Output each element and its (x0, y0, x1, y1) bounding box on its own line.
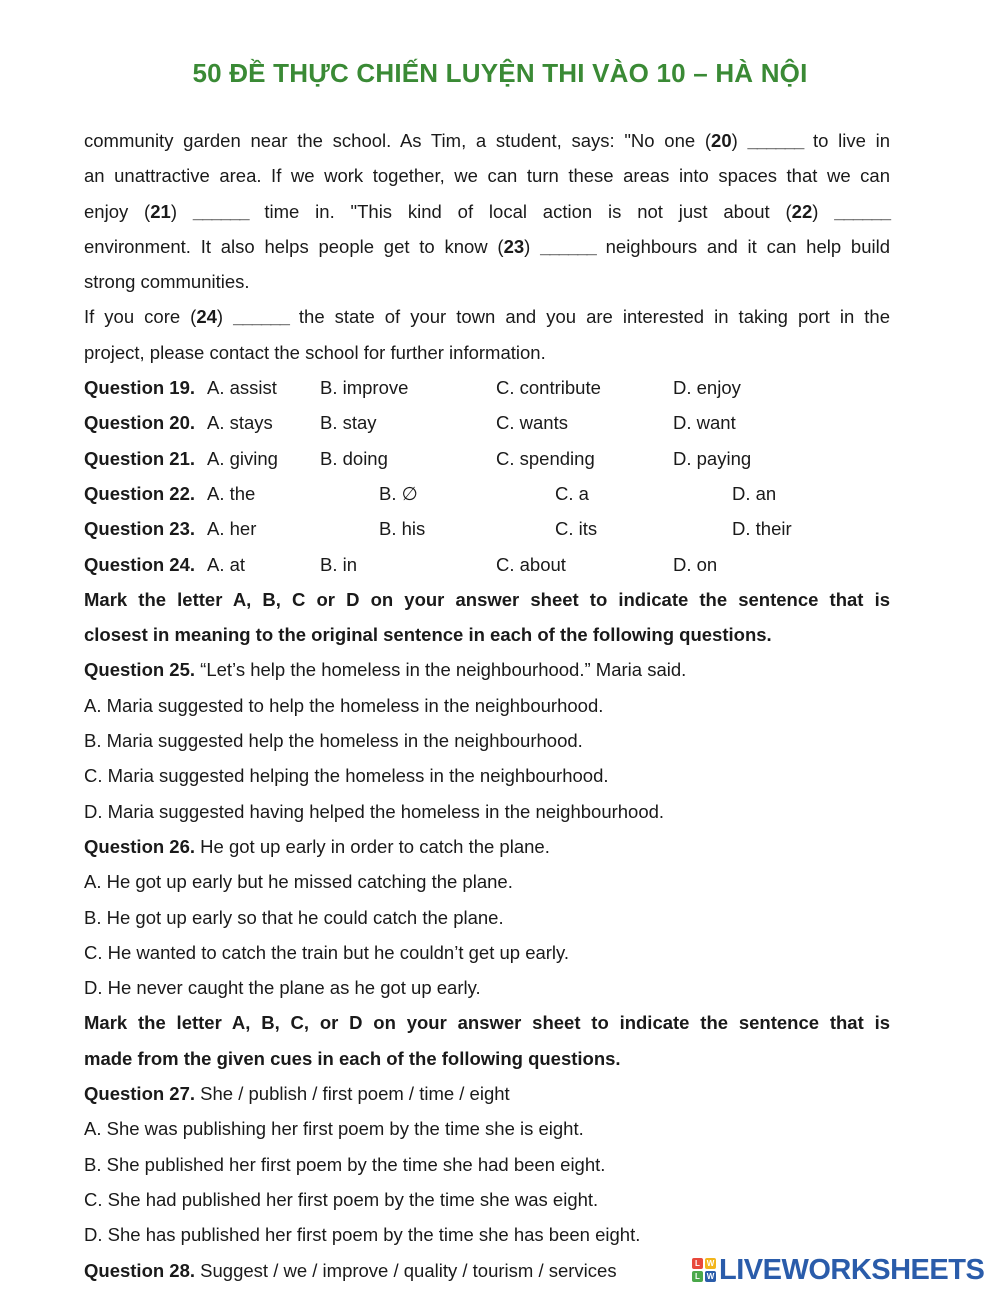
option-b[interactable]: B. He got up early so that he could catch the plane. (84, 906, 504, 928)
instruction-line: closest in meaning to the original sentence in each of the following questions. (84, 624, 772, 646)
option-d[interactable]: D. paying (673, 447, 752, 469)
logo-mark-icon (692, 1258, 716, 1282)
instruction-line: made from the given cues in each of the following questions. (84, 1047, 621, 1069)
option-d[interactable]: D. enjoy (673, 377, 741, 399)
blank-number: 20 (711, 130, 732, 151)
question-label: Question 26. (84, 835, 196, 857)
question-25 (84, 652, 890, 687)
question-19 (84, 370, 890, 405)
worksheet-content (84, 123, 890, 1288)
passage-line: If you core (24) ______ the state of your town and you are interested in taking port in the (84, 306, 890, 328)
question-label: Question 23. (84, 518, 196, 540)
question-label: Question 24. (84, 553, 196, 575)
logo-cell: W (706, 1259, 715, 1268)
logo-cell: L (692, 1271, 703, 1282)
option-c[interactable]: C. spending (496, 447, 595, 469)
option-a[interactable]: A. stays (207, 412, 273, 434)
option-d[interactable]: D. an (732, 482, 777, 504)
option-c[interactable]: C. about (496, 553, 566, 575)
logo-text: LIVEWORKSHEETS (719, 1253, 985, 1286)
passage-line: project, please contact the school for further information. (84, 341, 546, 363)
option-a[interactable]: A. assist (207, 377, 277, 399)
question-text: She / publish / first poem / time / eight (195, 1083, 510, 1105)
passage-line: enjoy (21) ______ time in. "This kind of local action is not just about (22) ______ (84, 200, 890, 222)
option-d[interactable]: D. on (673, 553, 718, 575)
question-label: Question 22. (84, 482, 196, 504)
option-d[interactable]: D. She has published her first poem by the time she has been eight. (84, 1224, 641, 1246)
blank-number: 24 (196, 306, 217, 328)
question-text: He got up early in order to catch the plane. (195, 835, 550, 857)
question-text: Suggest / we / improve / quality / tourism / services (195, 1259, 617, 1281)
blank-22[interactable]: ______ (834, 200, 890, 222)
question-21 (84, 441, 890, 476)
option-a[interactable]: A. She was publishing her first poem by the time she is eight. (84, 1118, 584, 1140)
question-20 (84, 405, 890, 440)
instruction-line: Mark the letter A, B, C, or D on your answer sheet to indicate the sentence that is (84, 1012, 890, 1034)
question-23 (84, 511, 890, 546)
page-title: 50 ĐỀ THỰC CHIẾN LUYỆN THI VÀO 10 – HÀ NỘI (192, 58, 808, 88)
question-24 (84, 547, 890, 582)
question-label: Question 19. (84, 377, 196, 399)
question-27 (84, 1076, 890, 1111)
question-label: Question 20. (84, 412, 196, 434)
option-b[interactable]: B. Maria suggested help the homeless in the neighbourhood. (84, 730, 583, 752)
question-label: Question 21. (84, 447, 196, 469)
logo-cell: W (706, 1272, 715, 1281)
logo-cell: L (692, 1258, 703, 1269)
option-c[interactable]: C. He wanted to catch the train but he couldn’t get up early. (84, 941, 570, 963)
option-d[interactable]: D. He never caught the plane as he got up early. (84, 977, 481, 999)
option-c[interactable]: C. Maria suggested helping the homeless in the neighbourhood. (84, 765, 609, 787)
option-b[interactable]: B. stay (320, 412, 377, 434)
option-b[interactable]: B. improve (320, 377, 409, 399)
option-a[interactable]: A. her (207, 518, 257, 540)
liveworksheets-logo[interactable] (692, 1252, 984, 1288)
option-b[interactable]: B. his (379, 518, 426, 540)
question-label: Question 27. (84, 1083, 196, 1105)
blank-number: 22 (791, 200, 813, 222)
question-22 (84, 476, 890, 511)
blank-23[interactable]: ______ (540, 235, 596, 257)
blank-20[interactable]: ______ (747, 130, 804, 151)
option-a[interactable]: A. giving (207, 447, 278, 469)
blank-24[interactable]: ______ (233, 306, 289, 328)
option-d[interactable]: D. their (732, 518, 792, 540)
option-b[interactable]: B. in (320, 553, 358, 575)
option-a[interactable]: A. He got up early but he missed catching the plane. (84, 871, 513, 893)
option-c[interactable]: C. She had published her first poem by the time she was eight. (84, 1188, 599, 1210)
blank-number: 21 (150, 200, 171, 222)
question-label: Question 28. (84, 1259, 196, 1281)
option-b[interactable]: B. ∅ (379, 482, 418, 504)
passage-line: an unattractive area. If we work together, we can turn these areas into spaces that we can (84, 165, 890, 187)
passage-line: environment. It also helps people get to know (23) ______ neighbours and it can help build (84, 235, 891, 257)
passage-line: community garden near the school. As Tim, a student, says: "No one (20) ______ to live in (84, 130, 890, 151)
question-label: Question 25. (84, 659, 196, 681)
option-d[interactable]: D. Maria suggested having helped the homeless in the neighbourhood. (84, 800, 665, 822)
option-c[interactable]: C. wants (496, 412, 568, 434)
question-26 (84, 829, 890, 864)
option-a[interactable]: A. Maria suggested to help the homeless in the neighbourhood. (84, 694, 604, 716)
question-text: “Let’s help the homeless in the neighbourhood.” Maria said. (195, 659, 687, 681)
option-a[interactable]: A. the (207, 482, 256, 504)
blank-number: 23 (503, 235, 525, 257)
option-d[interactable]: D. want (673, 412, 736, 434)
option-a[interactable]: A. at (207, 553, 246, 575)
option-c[interactable]: C. a (555, 482, 589, 504)
option-c[interactable]: C. its (555, 518, 598, 540)
option-b[interactable]: B. doing (320, 447, 388, 469)
option-c[interactable]: C. contribute (496, 377, 601, 399)
instruction-line: Mark the letter A, B, C or D on your answer sheet to indicate the sentence that is (84, 588, 890, 610)
blank-21[interactable]: ______ (192, 200, 249, 222)
passage-line: strong communities. (84, 271, 250, 293)
option-b[interactable]: B. She published her first poem by the time she had been eight. (84, 1153, 606, 1175)
